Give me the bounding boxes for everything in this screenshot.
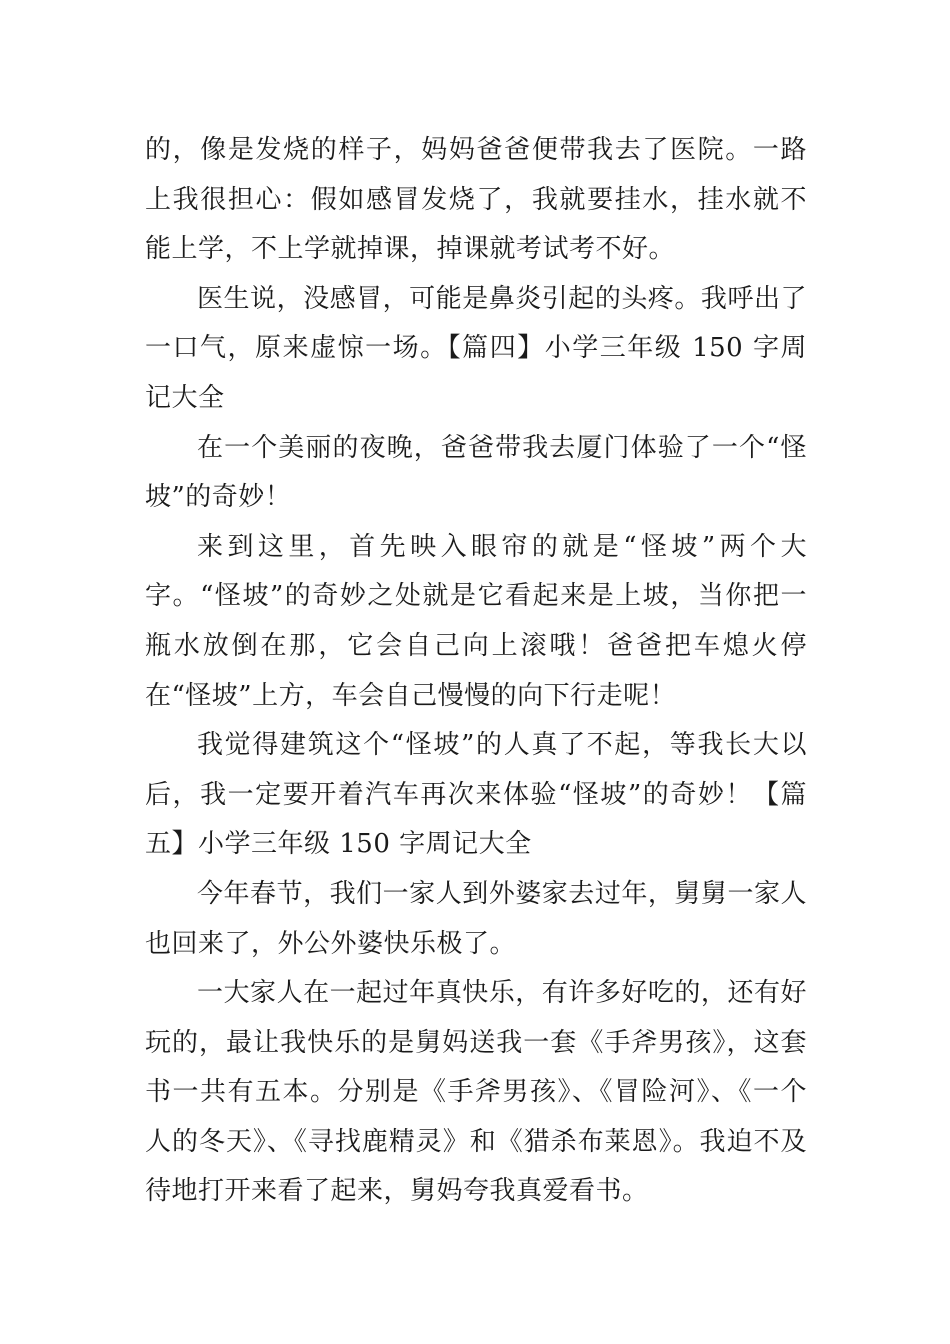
paragraph: 在一个美丽的夜晚，爸爸带我去厦门体验了一个“怪坡”的奇妙！ bbox=[145, 432, 807, 513]
paragraph-continued: 的，像是发烧的样子，妈妈爸爸便带我去了医院。一路上我很担心：假如感冒发烧了，我就要挂水，挂水就不能上学，不上学就掉课，掉课就考试考不好。 bbox=[145, 135, 807, 265]
paragraph: 来到这里，首先映入眼帘的就是“怪坡”两个大字。“怪坡”的奇妙之处就是它看起来是上坡，当你把一瓶水放倒在那，它会自己向上滚哦！爸爸把车熄火停在“怪坡”上方，车会自己慢慢的向下行走呢！ bbox=[145, 531, 807, 711]
paragraph: 医生说，没感冒，可能是鼻炎引起的头疼。我呼出了一口气，原来虚惊一场。【篇四】小学三年级 150 字周记大全 bbox=[145, 283, 807, 413]
paragraph: 今年春节，我们一家人到外婆家去过年，舅舅一家人也回来了，外公外婆快乐极了。 bbox=[145, 878, 807, 959]
paragraph: 一大家人在一起过年真快乐，有许多好吃的，还有好玩的，最让我快乐的是舅妈送我一套《手斧男孩》，这套书一共有五本。分别是《手斧男孩》、《冒险河》、《一个人的冬天》、《寻找鹿精灵》和《猎杀布莱恩》。我迫不及待地打开来看了起来，舅妈夸我真爱看书。 bbox=[145, 978, 807, 1207]
paragraph: 我觉得建筑这个“怪坡”的人真了不起，等我长大以后，我一定要开着汽车再次来体验“怪坡”的奇妙！【篇五】小学三年级 150 字周记大全 bbox=[145, 730, 807, 860]
document-page bbox=[145, 126, 807, 1217]
